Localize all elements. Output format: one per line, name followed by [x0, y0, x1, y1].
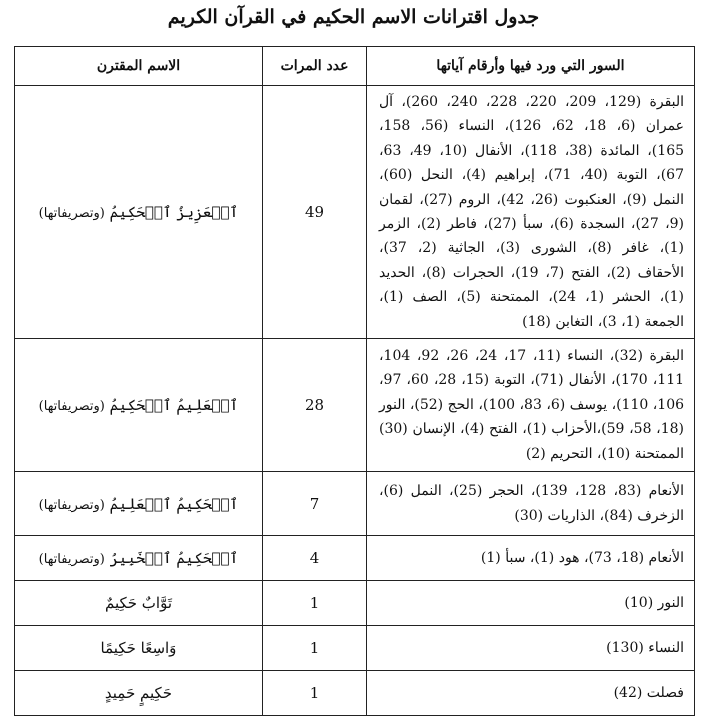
table-row [15, 339, 695, 472]
count-cell: 1 [263, 626, 367, 671]
name-cell [15, 536, 263, 581]
name-text: تَوَّابٌ حَكِيمٌ [104, 594, 173, 613]
header-row [15, 47, 695, 86]
surahs-cell: النساء (130) [367, 626, 695, 671]
header-surahs: السور التي ورد فيها وأرقام آياتها [367, 47, 695, 86]
count-cell: 28 [263, 339, 367, 472]
table-row [15, 472, 695, 536]
header-name: الاسم المقترن [15, 47, 263, 86]
table-row [15, 581, 695, 626]
table-row [15, 536, 695, 581]
count-cell: 1 [263, 581, 367, 626]
table-row [15, 671, 695, 716]
name-cell [15, 339, 263, 472]
name-note: (وتصريفاتها) [38, 552, 105, 568]
name-cell [15, 86, 263, 339]
count-cell: 7 [263, 472, 367, 536]
header-count: عدد المرات [263, 47, 367, 86]
name-note: (وتصريفاتها) [38, 399, 105, 415]
name-cell [15, 472, 263, 536]
name-text: ٱلۡعَزِيزُ ٱلۡحَكِيمُ [109, 203, 239, 222]
surahs-cell: الأنعام (18، 73)، هود (1)، سبأ (1) [367, 536, 695, 581]
count-cell: 1 [263, 671, 367, 716]
count-cell: 4 [263, 536, 367, 581]
page-title: جدول اقترانات الاسم الحكيم في القرآن الكريم [167, 6, 540, 28]
table-row [15, 86, 695, 339]
name-note: (وتصريفاتها) [38, 497, 105, 513]
name-cell [15, 626, 263, 671]
surahs-cell: الأنعام (83، 128، 139)، الحجر (25)، النمل (6)، الزخرف (84)، الذاريات (30) [367, 472, 695, 536]
surahs-cell: البقرة (129، 209، 220، 228، 240، 260)، آل عمران (6، 18، 62، 126)، النساء (56، 158، 165)، المائدة (38، 118)، الأنفال (10، 49، 63، 67)، التوبة (40، 71)، إبراهيم (4)، النحل (60)، النمل (9)، العنكبوت (26، 42)، الروم (27)، لقمان (9، 27)، السجدة (6)، سبأ (27)، فاطر (2)، الزمر (1)، غافر (8)، الشورى (3)، الجاثية (2، 37)، الأحقاف (2)، الفتح (7، 19)، الحجرات (8)، الحديد (1)، الحشر (1، 24)، الممتحنة (5)، الصف (1)، الجمعة (1، 3)، التغابن (18) [367, 86, 695, 339]
name-text: ٱلۡحَكِيمُ ٱلۡعَلِيمُ [109, 494, 239, 513]
surahs-cell: البقرة (32)، النساء (11، 17، 24، 26، 92، 104، 111، 170)، الأنفال (71)، التوبة (15، 28، 60، 97، 106، 110)، يوسف (6، 83، 100)، الحج (52)، النور (18، 58، 59)،الأحزاب (1)، الفتح (4)، الإنسان (30) الممتحنة (10)، التحريم (2) [367, 339, 695, 472]
surahs-cell: النور (10) [367, 581, 695, 626]
table-row [15, 626, 695, 671]
name-text: ٱلۡعَلِيمُ ٱلۡحَكِيمُ [109, 396, 239, 415]
name-text: حَكِيمٍ حَمِيدٍ [104, 684, 173, 703]
count-cell: 49 [263, 86, 367, 339]
name-text: ٱلۡحَكِيمُ ٱلۡخَبِيرُ [109, 549, 239, 568]
name-cell [15, 671, 263, 716]
names-table [14, 46, 695, 716]
surahs-cell: فصلت (42) [367, 671, 695, 716]
name-text: وَاسِعًا حَكِيمًا [100, 639, 177, 658]
name-note: (وتصريفاتها) [38, 206, 105, 222]
name-cell [15, 581, 263, 626]
